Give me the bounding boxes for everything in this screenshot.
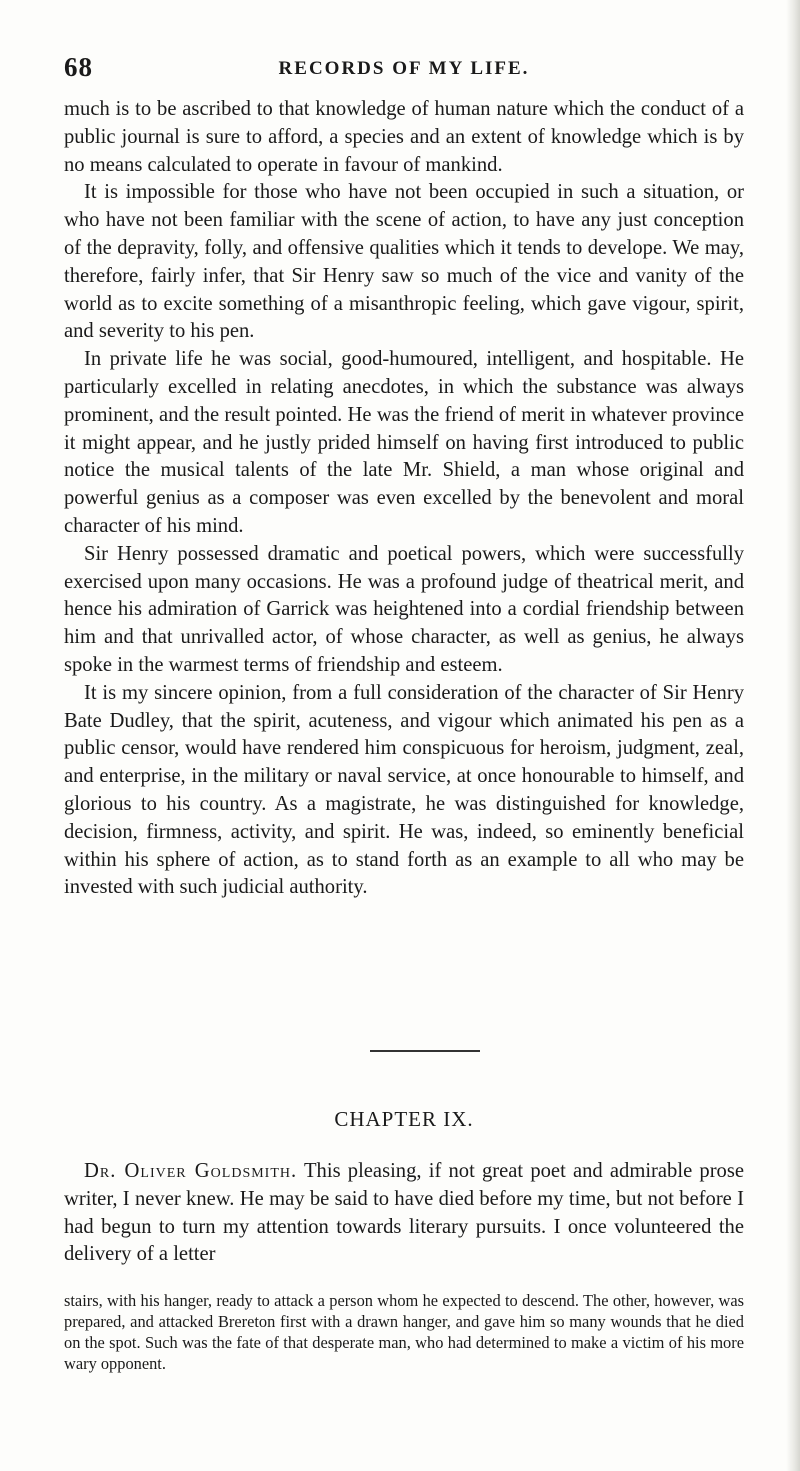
running-head bbox=[64, 52, 744, 92]
page-number: 68 bbox=[64, 52, 93, 82]
paragraph-4: Sir Henry possessed dramatic and poetical powers, which were successfully exercised upon many occasions. He was a profound judge of theatrical merit, and hence his admiration of Garrick was heightened into a cordial friendship between him and that unrivalled actor, of whose character, as well as genius, he always spoke in the warmest terms of friendship and esteem. bbox=[64, 542, 744, 676]
running-title: RECORDS OF MY LIFE. bbox=[278, 58, 530, 79]
chapter-paragraph-text: This pleasing, if not great poet and admirable prose writer, I never knew. He may be said to have died before my time, but not before I had begun to turn my attention towards literary pursuits. I once volunteered the delivery of a letter bbox=[64, 1160, 745, 1266]
chapter-paragraph bbox=[64, 1158, 744, 1269]
chapter-text bbox=[64, 1158, 744, 1269]
footnote-text: stairs, with his hanger, ready to attack a person whom he expected to descend. The other, however, was prepared, and attacked Brereton first with a drawn hanger, and gave him so many wounds that he died on the spot. Such was the fate of that desperate man, who had determined to make a victim of his more wary opponent. bbox=[64, 1291, 744, 1373]
paragraph-3: In private life he was social, good-humoured, intelligent, and hospitable. He particularly excelled in relating anecdotes, in which the substance was always prominent, and the result pointed. He was the friend of merit in whatever province it might appear, and he justly prided himself on having first introduced to public notice the musical talents of the late Mr. Shield, a man whose original and powerful genius as a composer was even excelled by the benevolent and moral character of his mind. bbox=[64, 348, 744, 537]
chapter-lead-in: Dr. Oliver Goldsmith. bbox=[84, 1160, 298, 1182]
page-edge-shadow bbox=[786, 0, 800, 1471]
body-text bbox=[64, 96, 744, 902]
section-divider bbox=[370, 1050, 480, 1052]
paragraph-2: It is impossible for those who have not been occupied in such a situation, or who have not been familiar with the scene of action, to have any just conception of the depravity, folly, and offensive qualities which it tends to develope. We may, therefore, fairly infer, that Sir Henry saw so much of the vice and vanity of the world as to excite something of a misanthropic feeling, which gave vigour, spirit, and severity to his pen. bbox=[64, 181, 744, 343]
paragraph-1: much is to be ascribed to that knowledge of human nature which the conduct of a public journal is sure to afford, a species and an extent of knowledge which is by no means calculated to operate in favour of mankind. bbox=[64, 98, 744, 176]
footnote bbox=[64, 1290, 744, 1374]
chapter-heading: CHAPTER IX. bbox=[334, 1107, 474, 1131]
paragraph-5: It is my sincere opinion, from a full consideration of the character of Sir Henry Bate Dudley, that the spirit, acuteness, and vigour which animated his pen as a public censor, would have rendered him conspicuous for heroism, judgment, zeal, and enterprise, in the military or naval service, at once honourable to himself, and glorious to his country. As a magistrate, he was distinguished for knowledge, decision, firmness, activity, and spirit. He was, indeed, so eminently beneficial within his sphere of action, as to stand forth as an example to all who may be invested with such judicial authority. bbox=[64, 681, 744, 899]
